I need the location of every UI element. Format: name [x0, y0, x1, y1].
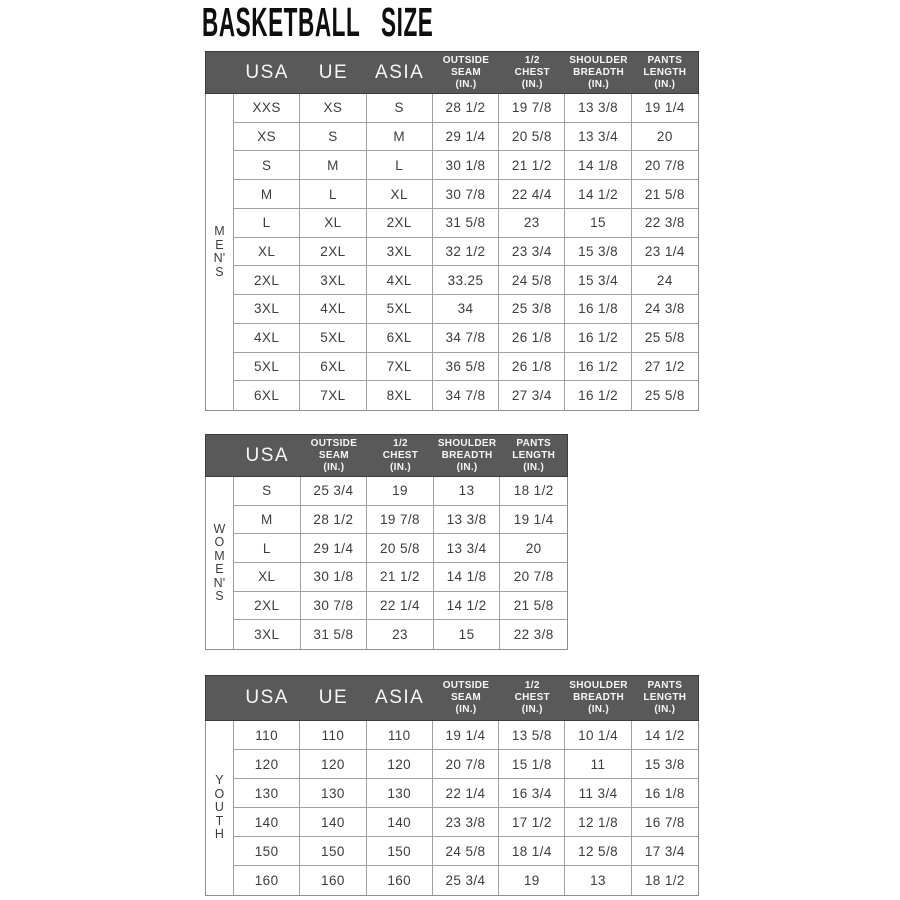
header-side-spacer: [206, 676, 234, 720]
column-header-line: (IN.): [323, 461, 345, 473]
table-body-mens: [205, 94, 699, 411]
table-cell: 2XL: [367, 209, 433, 238]
table-cell: 25 3/4: [433, 866, 499, 895]
column-header: [565, 52, 631, 93]
side-label-letter: W: [213, 521, 226, 536]
table-cell: L: [367, 151, 433, 180]
column-header: [565, 676, 631, 720]
side-label-letter: N': [213, 575, 226, 590]
table-cell: 15 3/8: [565, 238, 631, 267]
table-header-youth: [205, 675, 699, 721]
column-header-line: (IN.): [455, 704, 477, 715]
column-header-line: (IN.): [523, 461, 545, 473]
table-row: [234, 266, 698, 295]
table-cell: 20 5/8: [367, 534, 434, 563]
table-cell: 20 7/8: [632, 151, 698, 180]
table-body-youth: [205, 721, 699, 896]
table-cell: 25 3/4: [301, 477, 368, 506]
table-cell: 28 1/2: [433, 94, 499, 123]
table-row: [234, 620, 567, 649]
table-cell: XL: [234, 563, 301, 592]
side-label-letter: E: [215, 237, 224, 252]
table-cell: 28 1/2: [301, 506, 368, 535]
column-header-line: (IN.): [456, 461, 478, 473]
table-cell: XL: [367, 180, 433, 209]
table-cell: 23 3/4: [499, 238, 565, 267]
side-label-mens: [206, 94, 234, 410]
table-row: [234, 123, 698, 152]
table-cell: 21 1/2: [367, 563, 434, 592]
column-header: [234, 676, 300, 720]
table-cell: S: [367, 94, 433, 123]
table-cell: 19: [499, 866, 565, 895]
table-cell: 15 1/8: [499, 750, 565, 779]
column-header: [300, 676, 366, 720]
size-table-youth: [205, 675, 699, 896]
table-cell: S: [300, 123, 366, 152]
table-cell: 16 3/4: [499, 779, 565, 808]
column-header: [300, 52, 366, 93]
side-label-letter: N': [213, 251, 226, 265]
table-cell: 24 5/8: [433, 837, 499, 866]
column-header-line: (IN.): [521, 78, 543, 90]
column-header: [433, 52, 499, 93]
table-cell: 13: [434, 477, 501, 506]
column-header-line: (IN.): [390, 461, 411, 473]
column-header-line: USA: [245, 687, 289, 708]
column-header: [499, 676, 565, 720]
table-cell: 11: [565, 750, 631, 779]
table-cell: 18 1/4: [499, 837, 565, 866]
column-header-line: BREADTH: [573, 66, 625, 78]
page-title: BASKETBALL SIZE: [202, 0, 434, 45]
table-header-mens: [205, 51, 699, 94]
table-row: [234, 563, 567, 592]
table-cell: 15: [434, 620, 501, 649]
table-row: [234, 295, 698, 324]
table-cell: M: [367, 123, 433, 152]
side-label-youth: [206, 721, 234, 895]
column-header: [434, 435, 501, 476]
table-row: [234, 506, 567, 535]
table-cell: 15: [565, 209, 631, 238]
table-cell: XL: [300, 209, 366, 238]
table-cell: 3XL: [300, 266, 366, 295]
column-header-line: SHOULDER: [569, 54, 628, 66]
table-cell: 18 1/2: [500, 477, 567, 506]
side-label-letter: E: [215, 562, 224, 576]
table-cell: 19 1/4: [500, 506, 567, 535]
table-cell: 17 3/4: [632, 837, 698, 866]
column-header-line: 1/2: [524, 54, 540, 66]
side-label-letter: M: [214, 548, 225, 563]
table-cell: 13 3/8: [565, 94, 631, 123]
column-header-line: 1/2: [524, 680, 540, 691]
table-cell: 14 1/8: [434, 563, 501, 592]
table-cell: S: [234, 477, 301, 506]
table-cell: 34 7/8: [433, 324, 499, 353]
side-label-letter: S: [215, 264, 224, 279]
side-label-letter: O: [214, 786, 225, 801]
table-cell: 21 5/8: [500, 592, 567, 621]
column-header-line: PANTS: [516, 437, 552, 449]
table-cell: 5XL: [300, 324, 366, 353]
table-header-womens: [205, 434, 568, 477]
table-cell: 18 1/2: [644, 873, 685, 888]
column-header-line: PANTS: [647, 54, 683, 66]
column-header: [234, 435, 301, 476]
table-cell: 34 7/8: [433, 381, 499, 410]
column-header-line: LENGTH: [512, 449, 556, 461]
table-cell: 27 1/2: [632, 353, 698, 382]
table-cell: 32 1/2: [433, 238, 499, 267]
table-cell: 2XL: [300, 238, 366, 267]
table-cell: 30 7/8: [433, 180, 499, 209]
side-label-letter: T: [215, 813, 224, 828]
table-cell: 16 7/8: [632, 808, 698, 837]
table-row: [234, 94, 698, 123]
column-header: [632, 52, 698, 93]
column-header-line: UE: [318, 687, 349, 708]
table-cell: L: [234, 534, 301, 563]
column-header-line: (IN.): [455, 78, 477, 90]
table-cell: 150: [367, 837, 433, 866]
table-cell: 110: [367, 721, 433, 750]
table-cell: 140: [234, 808, 300, 837]
table-row: [234, 866, 698, 895]
table-cell: 24 5/8: [499, 266, 565, 295]
table-cell: 6XL: [300, 353, 366, 382]
table-cell: 12 1/8: [565, 808, 631, 837]
table-cell: 160: [234, 866, 300, 895]
column-header-line: CHEST: [514, 692, 550, 703]
table-cell: 21 1/2: [499, 151, 565, 180]
column-header-line: PANTS: [647, 680, 683, 691]
table-cell: 14 1/8: [565, 151, 631, 180]
table-cell: 14 1/2: [434, 592, 501, 621]
column-header-line: (IN.): [521, 704, 543, 715]
table-cell: 13 3/8: [434, 506, 501, 535]
table-cell: 3XL: [234, 295, 300, 324]
table-cell: 160: [367, 866, 433, 895]
table-cell: XS: [300, 94, 366, 123]
table-cell: 22 1/4: [367, 592, 434, 621]
table-cell: 25 5/8: [644, 388, 685, 404]
table-cell: 34: [433, 295, 499, 324]
column-header-line: SHOULDER: [437, 437, 497, 449]
table-cell: 30 1/8: [301, 563, 368, 592]
table-cell: 16 1/8: [565, 295, 631, 324]
table-cell: 21 5/8: [632, 180, 698, 209]
table-cell: 19 1/4: [433, 721, 499, 750]
table-cell: 130: [300, 779, 366, 808]
table-cell: 17 1/2: [499, 808, 565, 837]
column-header-line: LENGTH: [643, 692, 687, 703]
table-cell: 150: [234, 837, 300, 866]
table-cell: 22 1/4: [433, 779, 499, 808]
table-row: [234, 180, 698, 209]
table-row: [234, 353, 698, 382]
size-table-womens: [205, 434, 568, 650]
table-rows: [234, 477, 567, 649]
table-cell: 6XL: [234, 381, 300, 410]
table-cell: 120: [234, 750, 300, 779]
column-header: [234, 52, 300, 93]
column-header-line: OUTSIDE: [442, 54, 490, 66]
table-cell: 7XL: [367, 353, 433, 382]
table-cell: XXS: [234, 94, 300, 123]
table-row: [234, 779, 698, 808]
column-header-line: CHEST: [514, 66, 550, 78]
column-header-line: BREADTH: [573, 692, 625, 703]
column-header: [367, 676, 433, 720]
table-row: [234, 209, 698, 238]
table-cell: 120: [367, 750, 433, 779]
table-cell: 24: [632, 266, 698, 295]
table-cell: 20 5/8: [499, 123, 565, 152]
table-cell: 25 5/8: [632, 324, 698, 353]
table-cell: XL: [234, 238, 300, 267]
table-cell: 30 1/8: [433, 151, 499, 180]
table-cell: 3XL: [234, 620, 301, 649]
table-cell: 24 3/8: [632, 295, 698, 324]
column-header-line: USA: [245, 61, 289, 83]
table-row: [234, 381, 698, 410]
column-header-line: (IN.): [588, 78, 610, 90]
table-cell: 2XL: [234, 266, 300, 295]
table-cell: 6XL: [367, 324, 433, 353]
side-label-letter: Y: [215, 773, 224, 788]
table-cell: 33.25: [433, 266, 499, 295]
column-header: [433, 676, 499, 720]
table-cell: 8XL: [367, 381, 433, 410]
table-cell: 20 7/8: [500, 563, 567, 592]
table-cell: 20 7/8: [433, 750, 499, 779]
table-rows: [234, 721, 698, 895]
table-cell: 19: [367, 477, 434, 506]
table-cell: 10 1/4: [565, 721, 631, 750]
table-cell: 16 1/2: [565, 353, 631, 382]
table-cell: 14 1/2: [565, 180, 631, 209]
table-cell: 20: [500, 534, 567, 563]
column-header-line: UE: [318, 61, 349, 83]
table-cell: L: [300, 180, 366, 209]
table-cell: L: [234, 209, 300, 238]
size-table-mens: [205, 51, 699, 411]
table-cell: 13: [565, 866, 631, 895]
table-cell: 13 3/4: [434, 534, 501, 563]
header-side-spacer: [206, 52, 234, 93]
column-header-line: (IN.): [654, 78, 676, 90]
table-cell: 25 3/8: [499, 295, 565, 324]
table-cell: 12 5/8: [565, 837, 631, 866]
table-cell: 22 4/4: [499, 180, 565, 209]
column-header-line: OUTSIDE: [442, 680, 490, 691]
column-header-line: CHEST: [382, 449, 419, 461]
side-label-letter: U: [214, 800, 225, 815]
side-label-letter: M: [214, 224, 225, 238]
column-header-line: SEAM: [318, 449, 349, 461]
column-header-line: (IN.): [588, 704, 610, 715]
table-cell: 26 1/8: [499, 353, 565, 382]
table-cell: 3XL: [367, 238, 433, 267]
table-cell: 5XL: [234, 353, 300, 382]
table-cell: 4XL: [367, 266, 433, 295]
table-row: [234, 837, 698, 866]
column-header: [499, 52, 565, 93]
table-cell: XS: [234, 123, 300, 152]
table-cell: 23 3/8: [433, 808, 499, 837]
column-header-line: BREADTH: [441, 449, 493, 461]
column-header-line: LENGTH: [643, 66, 687, 78]
column-header-line: SEAM: [450, 66, 482, 78]
table-row: [234, 808, 698, 837]
table-cell: M: [234, 180, 300, 209]
table-row: [234, 477, 567, 506]
side-label-womens: [206, 477, 234, 649]
table-cell: 160: [300, 866, 366, 895]
table-cell: 31 5/8: [301, 620, 368, 649]
table-cell: 20: [632, 123, 698, 152]
table-cell: 22 3/8: [632, 209, 698, 238]
column-header-line: ASIA: [375, 687, 425, 708]
table-rows: [234, 94, 698, 410]
side-label-letter: O: [214, 535, 225, 549]
column-header-line: (IN.): [654, 704, 676, 715]
column-header: [500, 435, 567, 476]
table-cell: 15 3/4: [565, 266, 631, 295]
table-cell: 130: [234, 779, 300, 808]
side-label-letter: S: [215, 589, 224, 603]
table-cell: 110: [300, 721, 366, 750]
column-header-line: 1/2: [393, 437, 408, 449]
table-cell: 19 7/8: [499, 94, 565, 123]
table-row: [234, 534, 567, 563]
table-row: [234, 721, 698, 750]
table-cell: 11 3/4: [565, 779, 631, 808]
table-row: [234, 238, 698, 267]
table-cell: 15 3/8: [632, 750, 698, 779]
column-header-line: OUTSIDE: [310, 437, 358, 449]
table-row: [234, 592, 567, 621]
table-row: [234, 151, 698, 180]
table-cell: 7XL: [300, 381, 366, 410]
table-cell: 29 1/4: [433, 123, 499, 152]
table-body-womens: [205, 477, 568, 650]
table-cell: S: [234, 151, 300, 180]
table-cell: 27 3/4: [499, 381, 565, 410]
table-cell: 19 7/8: [367, 506, 434, 535]
side-label-letter: H: [214, 827, 225, 842]
table-cell: 36 5/8: [433, 353, 499, 382]
table-cell: 2XL: [234, 592, 301, 621]
table-cell: 13 5/8: [499, 721, 565, 750]
table-cell: 22 3/8: [513, 627, 554, 643]
table-cell: 26 1/8: [499, 324, 565, 353]
table-cell: 150: [300, 837, 366, 866]
table-cell: M: [234, 506, 301, 535]
table-cell: M: [300, 151, 366, 180]
table-cell: 4XL: [234, 324, 300, 353]
table-cell: 19 1/4: [632, 94, 698, 123]
table-cell: 16 1/8: [632, 779, 698, 808]
header-side-spacer: [206, 435, 234, 476]
table-cell: 14 1/2: [632, 721, 698, 750]
table-cell: 30 7/8: [301, 592, 368, 621]
table-cell: 23: [499, 209, 565, 238]
column-header-line: ASIA: [375, 61, 425, 83]
column-header: [301, 435, 368, 476]
table-row: [234, 750, 698, 779]
column-header: [367, 52, 433, 93]
table-cell: 13 3/4: [565, 123, 631, 152]
table-cell: 120: [300, 750, 366, 779]
table-row: [234, 324, 698, 353]
table-cell: 29 1/4: [301, 534, 368, 563]
column-header-line: SHOULDER: [569, 680, 628, 691]
column-header: [367, 435, 434, 476]
table-cell: 140: [300, 808, 366, 837]
column-header: [632, 676, 698, 720]
table-cell: 5XL: [367, 295, 433, 324]
table-cell: 110: [234, 721, 300, 750]
table-cell: 16 1/2: [565, 381, 631, 410]
table-cell: 140: [367, 808, 433, 837]
column-header-line: USA: [245, 444, 290, 466]
table-cell: 4XL: [300, 295, 366, 324]
table-cell: 23: [367, 620, 434, 649]
table-cell: 31 5/8: [433, 209, 499, 238]
table-cell: 16 1/2: [565, 324, 631, 353]
table-cell: 23 1/4: [632, 238, 698, 267]
column-header-line: SEAM: [450, 692, 482, 703]
table-cell: 130: [367, 779, 433, 808]
